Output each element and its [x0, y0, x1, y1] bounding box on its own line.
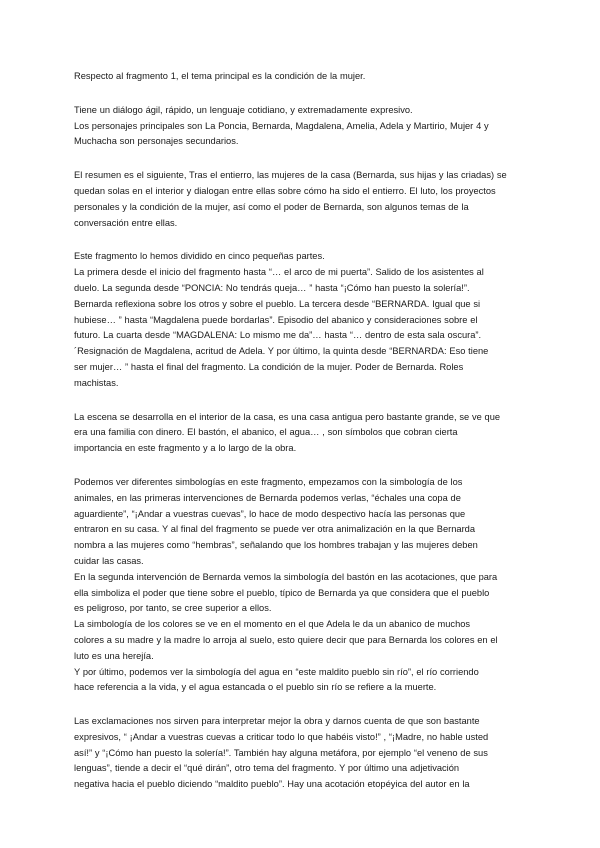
text-line: es peligroso, por tanto, se cree superior a ellos. [74, 603, 272, 614]
paragraph-setting [74, 410, 530, 457]
text-line: Bernarda reflexiona sobre los otros y sobre el pueblo. La tercera desde “BERNARDA. Igual que si [74, 298, 481, 309]
text-line: Podemos ver diferentes simbologías en este fragmento, empezamos con la simbología de los [74, 476, 463, 487]
text-line: ella simboliza el poder que tiene sobre el pueblo, típico de Bernarda ya que considera que el pueblo [74, 587, 490, 598]
text-line: importancia en este fragmento y a lo largo de la obra. [74, 443, 297, 454]
text-line: personales y la condición de la mujer, así como el poder de Bernarda, son algunos temas de la [74, 201, 469, 212]
paragraph-symbolism [74, 475, 530, 696]
text-line: luto es una herejía. [74, 650, 154, 661]
text-line: La simbología de los colores se ve en el momento en el que Adela le da un abanico de muchos [74, 619, 471, 630]
paragraph-summary [74, 168, 530, 231]
text-line: La primera desde el inicio del fragmento hasta “… el arco de mi puerta”. Salido de los asistentes al [74, 267, 484, 278]
paragraph-dialogue-characters [74, 103, 530, 150]
paragraph-intro [74, 69, 530, 85]
text-line: El resumen es el siguiente, Tras el entierro, las mujeres de la casa (Bernarda, sus hijas y las criadas) se [74, 170, 507, 181]
text-line: hace referencia a la vida, y el agua estancada o el pueblo sin río se refiere a la muerte. [74, 682, 437, 693]
paragraph-structure [74, 249, 530, 391]
text-line: hubiese… ” hasta “Magdalena puede bordarlas”. Episodio del abanico y consideraciones sobre el [74, 314, 478, 325]
text-line: Los personajes principales son La Poncia, Bernarda, Magdalena, Amelia, Adela y Martirio, Mujer 4 y [74, 120, 489, 131]
text-line: machistas. [74, 377, 119, 388]
text-line: cuidar las casas. [74, 555, 144, 566]
text-line: futuro. La cuarta desde “MAGDALENA: Lo mismo me da”… hasta “… dentro de esta sala oscura”. [74, 330, 482, 341]
text-line: ´Resignación de Magdalena, acritud de Adela. Y por último, la quinta desde “BERNARDA: Eso tiene [74, 346, 489, 357]
text-line: colores a su madre y la madre lo arroja al suelo, esto quiere decir que para Bernarda los colores en el [74, 634, 498, 645]
text-line: ser mujer… ” hasta el final del fragmento. La condición de la mujer. Poder de Bernarda. Roles [74, 361, 464, 372]
text-line: conversación entre ellas. [74, 217, 178, 228]
text-line: Muchacha son personajes secundarios. [74, 136, 239, 147]
text-line: nombra a las mujeres como “hembras”, señalando que los hombres trabajan y las mujeres deben [74, 540, 478, 551]
text-line: aguardiente”, “¡Andar a vuestras cuevas”, lo hace de modo despectivo hacía las personas que [74, 508, 466, 519]
text-line: así!” y “¡Cómo han puesto la solería!”. También hay alguna metáfora, por ejemplo “el veneno de sus [74, 747, 488, 758]
text-line: lenguas”, tiende a decir el “qué dirán”, otro tema del fragmento. Y por último una adjetivación [74, 763, 460, 774]
text-line: En la segunda intervención de Bernarda vemos la simbología del bastón en las acotaciones, que para [74, 571, 498, 582]
text-line: era una familia con dinero. El bastón, el abanico, el agua… , son símbolos que cobran cierta [74, 427, 458, 438]
text-line: Y por último, podemos ver la simbología del agua en “este maldito pueblo sin río”, el río corriendo [74, 666, 479, 677]
text-line: Tiene un diálogo ágil, rápido, un lenguaje cotidiano, y extremadamente expresivo. [74, 104, 413, 115]
paragraph-exclamations [74, 714, 530, 793]
text-line: animales, en las primeras intervenciones de Bernarda podemos verlas, “échales una copa de [74, 492, 461, 503]
text-line: Este fragmento lo hemos dividido en cinco pequeñas partes. [74, 251, 325, 262]
text-line: La escena se desarrolla en el interior de la casa, es una casa antigua pero bastante grande, se ve que [74, 411, 501, 422]
text-line: Las exclamaciones nos sirven para interpretar mejor la obra y darnos cuenta de que son bastante [74, 716, 480, 727]
text-line: Respecto al fragmento 1, el tema principal es la condición de la mujer. [74, 71, 366, 81]
text-line: expresivos, “ ¡Andar a vuestras cuevas a criticar todo lo que habéis visto!” , “¡Madre, no hable usted [74, 731, 489, 742]
text-line: quedan solas en el interior y dialogan entre ellas sobre cómo ha sido el entierro. El luto, los proyectos [74, 185, 496, 196]
text-line: negativa hacia el pueblo diciendo “maldito pueblo”. Hay una acotación etopéyica del autor en la [74, 779, 470, 790]
text-line: entraron en su casa. Y al final del fragmento se puede ver otra animalización en la que Bernarda [74, 524, 476, 535]
text-line: duelo. La segunda desde “PONCIA: No tendrás queja… ” hasta “¡Cómo han puesto la solería!”. [74, 282, 470, 293]
